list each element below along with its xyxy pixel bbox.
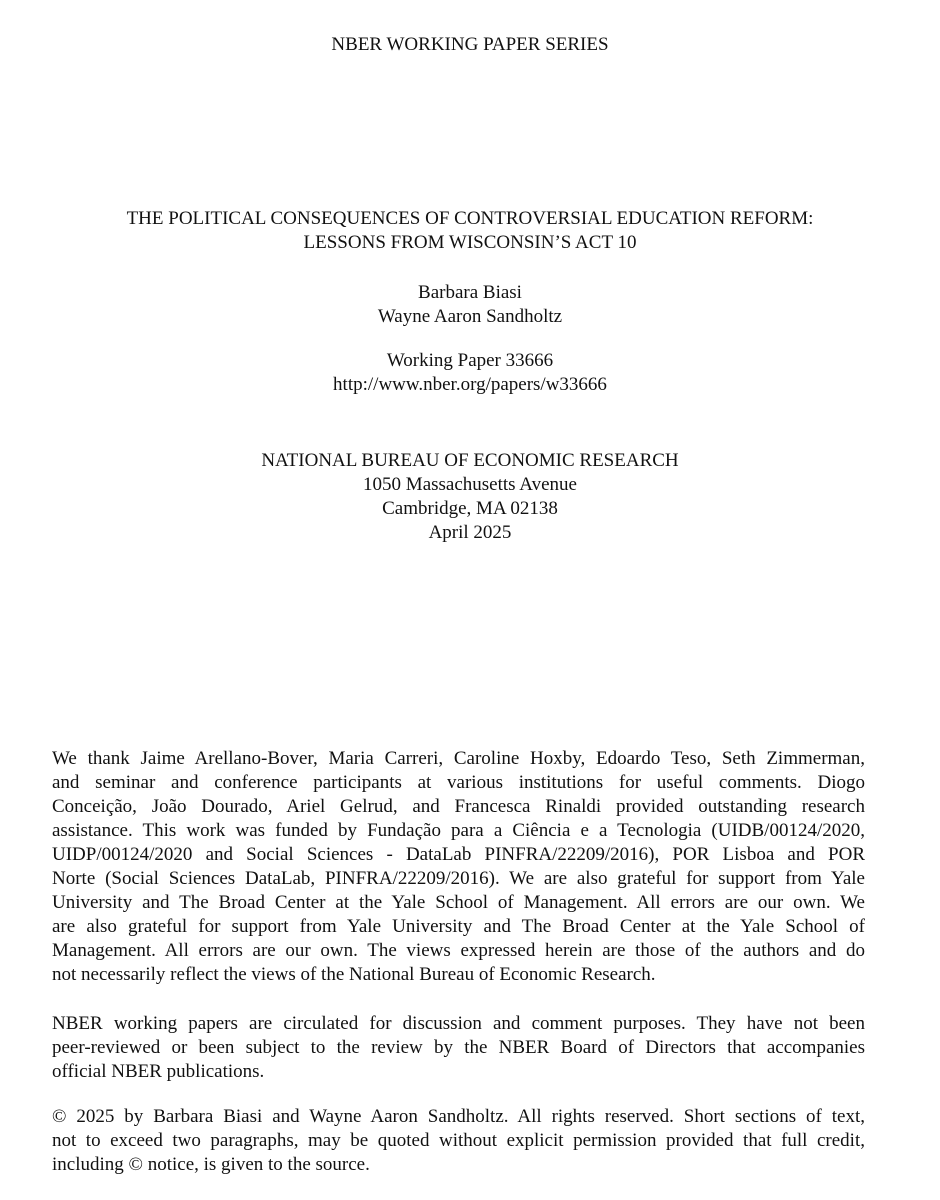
text-line: not necessarily reflect the views of the National Bureau of Economic Research. bbox=[52, 964, 656, 985]
text-line: and seminar and conference participants at various institutions for useful comments. Diogo bbox=[52, 772, 865, 793]
text-line: Management. All errors are our own. The views expressed herein are those of the authors and do bbox=[52, 940, 865, 961]
paper-title bbox=[0, 207, 940, 255]
text-line: not to exceed two paragraphs, may be quoted without explicit permission provided that full credit, bbox=[52, 1130, 865, 1151]
series-header bbox=[0, 33, 940, 57]
working-paper-number: Working Paper 33666 bbox=[386, 350, 554, 371]
text-line: official NBER publications. bbox=[52, 1061, 265, 1082]
text-line: Norte (Social Sciences DataLab, PINFRA/22209/2016). We are also grateful for support from Yale bbox=[52, 868, 865, 889]
title-line-2: LESSONS FROM WISCONSIN’S ACT 10 bbox=[303, 232, 637, 253]
text-line: including © notice, is given to the source. bbox=[52, 1154, 370, 1175]
text-line: UIDP/00124/2020 and Social Sciences - DataLab PINFRA/22209/2016), POR Lisboa and POR bbox=[52, 844, 865, 865]
publisher-name: NATIONAL BUREAU OF ECONOMIC RESEARCH bbox=[261, 450, 679, 471]
text-line: are also grateful for support from Yale University and The Broad Center at the Yale School of bbox=[52, 916, 865, 937]
disclaimer-paragraph bbox=[52, 1012, 865, 1084]
title-line-1: THE POLITICAL CONSEQUENCES OF CONTROVERSIAL EDUCATION REFORM: bbox=[126, 208, 814, 229]
publisher-city: Cambridge, MA 02138 bbox=[382, 498, 558, 519]
text-line: peer-reviewed or been subject to the review by the NBER Board of Directors that accompanies bbox=[52, 1037, 865, 1058]
author-list bbox=[0, 281, 940, 329]
acknowledgments-paragraph bbox=[52, 747, 865, 987]
text-line: assistance. This work was funded by Fundação para a Ciência e a Tecnologia (UIDB/00124/2020, bbox=[52, 820, 865, 841]
text-line: NBER working papers are circulated for discussion and comment purposes. They have not been bbox=[52, 1013, 865, 1034]
working-paper-url: http://www.nber.org/papers/w33666 bbox=[333, 374, 607, 395]
publisher-block bbox=[0, 449, 940, 545]
text-line: University and The Broad Center at the Yale School of Management. All errors are our own. We bbox=[52, 892, 865, 913]
copyright-paragraph bbox=[52, 1105, 865, 1177]
author-name: Wayne Aaron Sandholtz bbox=[377, 306, 563, 327]
text-line: Conceição, João Dourado, Ariel Gelrud, and Francesca Rinaldi provided outstanding research bbox=[52, 796, 865, 817]
publication-date: April 2025 bbox=[428, 522, 512, 543]
publisher-street: 1050 Massachusetts Avenue bbox=[363, 474, 577, 495]
author-name: Barbara Biasi bbox=[418, 282, 522, 303]
working-paper-info bbox=[0, 349, 940, 397]
text-line: We thank Jaime Arellano-Bover, Maria Carreri, Caroline Hoxby, Edoardo Teso, Seth Zimmerman, bbox=[52, 748, 865, 769]
series-label: NBER WORKING PAPER SERIES bbox=[331, 34, 609, 55]
text-line: © 2025 by Barbara Biasi and Wayne Aaron Sandholtz. All rights reserved. Short sections of text, bbox=[52, 1106, 865, 1127]
